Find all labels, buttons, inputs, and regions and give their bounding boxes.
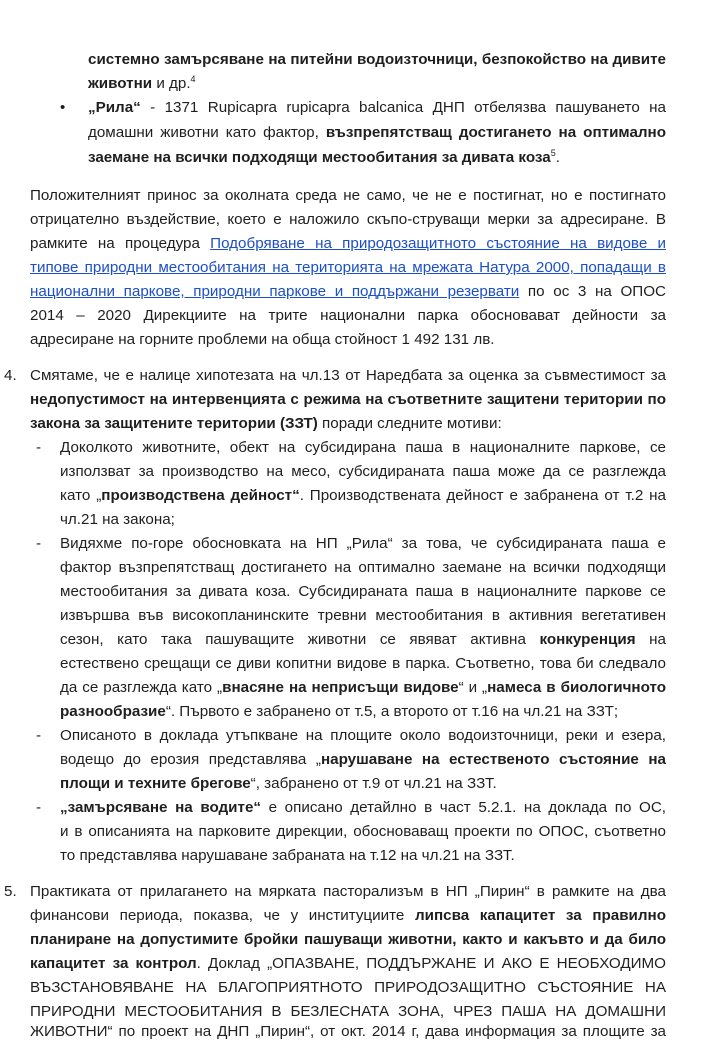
text-line: използват за производство на месо, субсидираната паша може да се разглежда [60,463,666,480]
text-line: системно замърсяване на питейни водоизточници, безпокойство на дивите [88,51,666,68]
text-line: планиране на допустимите бройки пашуващи животни, както и какъвто и да било [30,931,666,948]
text-line: финансови периода, показва, че у институциите липсва капацитет за правилно [30,907,666,924]
list-number: 4. [4,367,17,384]
procedure-link[interactable]: типове природни местообитания на територията на мрежата Натура 2000, попадащи в [30,259,666,276]
dash-marker: - [36,727,42,744]
bullet-marker: • [60,99,66,116]
text-line: сезон, като така пашуващите животни се явяват активна конкуренция на [60,631,666,648]
dash-marker: - [36,799,42,816]
text-line: национални паркове, природни паркове и поддържани резервати по ос 3 на ОПОС [30,283,666,300]
text-line: местообитания за дивата коза. Субсидираната паша в националните паркове се [60,583,666,600]
text-line: фактор възпрепятстващ достигането на оптимално заемане на всички подходящи [60,559,666,576]
text-line: площи и техните брегове“, забранено от т.9 от чл.21 на ЗЗТ. [60,775,497,792]
text-line: като „производствена дейност“. Производствената дейност е забранена от т.2 на [60,487,666,504]
text-line: Смятаме, че е налице хипотезата на чл.13 от Наредбата за оценка за съвместимост за [30,367,666,384]
list-number: 5. [4,883,17,900]
text-line: рамките на процедура Подобряване на природозащитното състояние на видове и [30,235,666,252]
text-line: Доколкото животните, обект на субсидирана паша в националните паркове, се [60,439,666,456]
text-line: и в описанията на парковите дирекции, обосноваващ проекти по ОПОС, съответно [60,823,666,840]
text-line: 2014 – 2020 Дирекциите на трите национални парка обосновават дейности за [30,307,666,324]
text-line: ВЪЗСТАНОВЯВАНЕ НА БЛАГОПРИЯТНОТО ПРИРОДОЗАЩИТНО СЪСТОЯНИЕ НА [30,979,666,996]
text-line: да се разглежда като „внасяне на неприсъщи видове“ и „намеса в биологичното [60,679,666,696]
text-line: извършва във високопланинските тревни местообитания в активния вегетативен [60,607,666,624]
text-line: Описаното в доклада утъпкване на площите около водоизточници, реки и езера, [60,727,666,744]
text-line: заемане на всички подходящи местообитания за дивата коза$^5$. [88,148,560,166]
text-line: домашни животни като фактор, възпрепятстващ достигането на оптимално [88,124,666,141]
dash-marker: - [36,535,42,552]
text-line: то представлява нарушаване забраната на т.12 на чл.21 на ЗЗТ. [60,847,515,864]
text-line: естествено срещащи се диви копитни видове в парка. Съответно, това би следвало [60,655,666,672]
text-line: капацитет за контрол. Доклад „ОПАЗВАНЕ, ПОДДЪРЖАНЕ И АКО Е НЕОБХОДИМО [30,955,666,972]
text-line: отрицателно въздействие, което е наложило скъпо-струващи мерки за адресиране. В [30,211,666,228]
text-line: адресиране на горните проблеми на обща стойност 1 492 131 лв. [30,331,495,348]
text-line: „замърсяване на водите“ е описано детайлно в част 5.2.1. на доклада по ОС, [60,799,666,816]
procedure-link[interactable]: национални паркове, природни паркове и поддържани резервати [30,283,520,300]
dash-marker: - [36,439,42,456]
text-line: Практиката от прилагането на мярката пасторализъм в НП „Пирин“ в рамките на два [30,883,666,900]
text-line: Видяхме по-горе обосновката на НП „Рила“ за това, че субсидираната паша е [60,535,666,552]
procedure-link[interactable]: Подобряване на природозащитното състояние на видове и [210,235,666,252]
text-line [30,258,666,278]
text-line: „Рила“ - 1371 Rupicapra rupicapra balcanica ДНП отбелязва пашуването на [88,99,666,116]
text-line: разнообразие“. Първото е забранено от т.5, а второто от т.16 на чл.21 на ЗЗТ; [60,703,619,720]
text-line: чл.21 на закона; [60,511,175,528]
text-line: животни и др.$^4$ [88,74,196,92]
text-line: недопустимост на интервенцията с режима на съответните защитени територии по [30,391,666,408]
text-line: ЖИВОТНИ“ по проект на ДНП „Пирин“, от окт. 2014 г, дава информация за площите за [30,1023,666,1040]
text-line: ПРИРОДНИ МЕСТООБИТАНИЯ В БЕЗЛЕСНАТА ЗОНА, ЧРЕЗ ПАША НА ДОМАШНИ [30,1003,666,1020]
text-line: водещо до ерозия представлява „нарушаване на естественото състояние на [60,751,666,768]
text-line: закона за защитените територии (ЗЗТ) поради следните мотиви: [30,415,502,432]
text-line: Положителният принос за околната среда не само, че не е постигнат, но е постигнато [30,187,666,204]
